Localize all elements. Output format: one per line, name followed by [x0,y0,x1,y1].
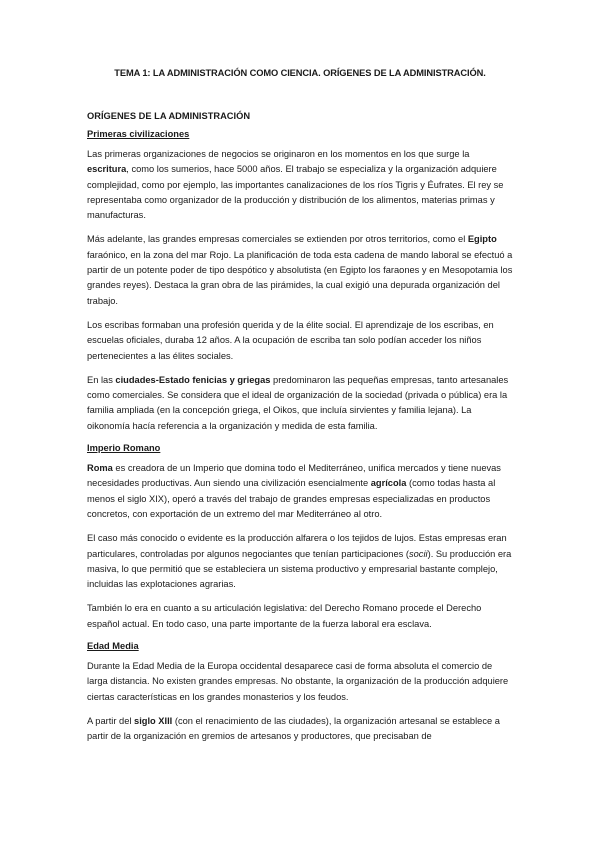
section-title: ORÍGENES DE LA ADMINISTRACIÓN [87,111,251,121]
paragraph-5: Roma es creadora de un Imperio que domina todo el Mediterráneo, unifica mercados y tiene nuevas necesidades productivas. Aun siendo una civilización esencialmente agrícola (como todas hasta al menos el siglo XIX), operó a través del trabajo de grandes empresas especializadas en productos concretos, con exportación de un extremo del mar Mediterráneo al otro. [87,463,501,519]
paragraph-7: También lo era en cuanto a su articulación legislativa: del Derecho Romano procede el Derecho español actual. En todo caso, una parte importante de la fuerza laboral era esclava. [87,603,482,629]
subheading-primeras-civilizaciones: Primeras civilizaciones [87,129,190,139]
paragraph-9: A partir del siglo XIII (con el renacimiento de las ciudades), la organización artesanal se establece a partir de la organización en gremios de artesanos y productores, que precisaban de [87,715,500,742]
paragraph-2: Más adelante, las grandes empresas comerciales se extienden por otros territorios, como el Egipto faraónico, en la zona del mar Rojo. La planificación de toda esta cadena de mando laboral se efectuó a partir de un potente poder de tipo despótico y absolutista (en Egipto los faraones y en Mesopotamia los grandes reyes). Destaca la gran obra de las pirámides, la cual exigió una depurada organización del trabajo. [87,234,513,306]
paragraph-3: Los escribas formaban una profesión querida y de la élite social. El aprendizaje de los escribas, en escuelas oficiales, duraba 12 años. A la ocupación de escriba tan solo podían acceder los niños pertenecientes a las élites sociales. [87,319,494,361]
paragraph-1: Las primeras organizaciones de negocios se originaron en los momentos en los que surge la escritura, como los sumerios, hace 5000 años. El trabajo se especializa y la organización adquiere complejidad, como por ejemplo, las importantes canalizaciones de los ríos Tigris y Éufrates. El rey se representaba como organizador de la producción y distribución de los alimentos, materias primas y manufacturas. [87,149,504,221]
subheading-edad-media: Edad Media [87,641,139,652]
paragraph-6: El caso más conocido o evidente es la producción alfarera o los tejidos de lujos. Estas empresas eran particulares, controladas por algunos negociantes que tenían participaciones (socii). Su producción era masiva, lo que permitió que se estableciera un sistema productivo y empresarial bastante complejo, incluidas las explotaciones agrarias. [87,533,512,590]
paragraph-4: En las ciudades-Estado fenicias y griegas predominaron las pequeñas empresas, tanto artesanales como comerciales. Se considera que el ideal de organización de la sociedad (privada o pública) era la familia ampliada (en la concepción griega, el Oikos, que incluía sirvientes y familia lejana). La oikonomía hacía referencia a la organización y medida de esta familia. [87,374,509,431]
subheading-imperio-romano: Imperio Romano [87,443,161,454]
paragraph-8: Durante la Edad Media de la Europa occidental desaparece casi de forma absoluta el comercio de larga distancia. No existen grandes empresas. No obstante, la organización de la producción adquiere ciertas características en los grandes monasterios y los feudos. [87,661,509,702]
document-title: TEMA 1: LA ADMINISTRACIÓN COMO CIENCIA. ORÍGENES DE LA ADMINISTRACIÓN. [114,68,486,78]
document-page [87,68,513,754]
